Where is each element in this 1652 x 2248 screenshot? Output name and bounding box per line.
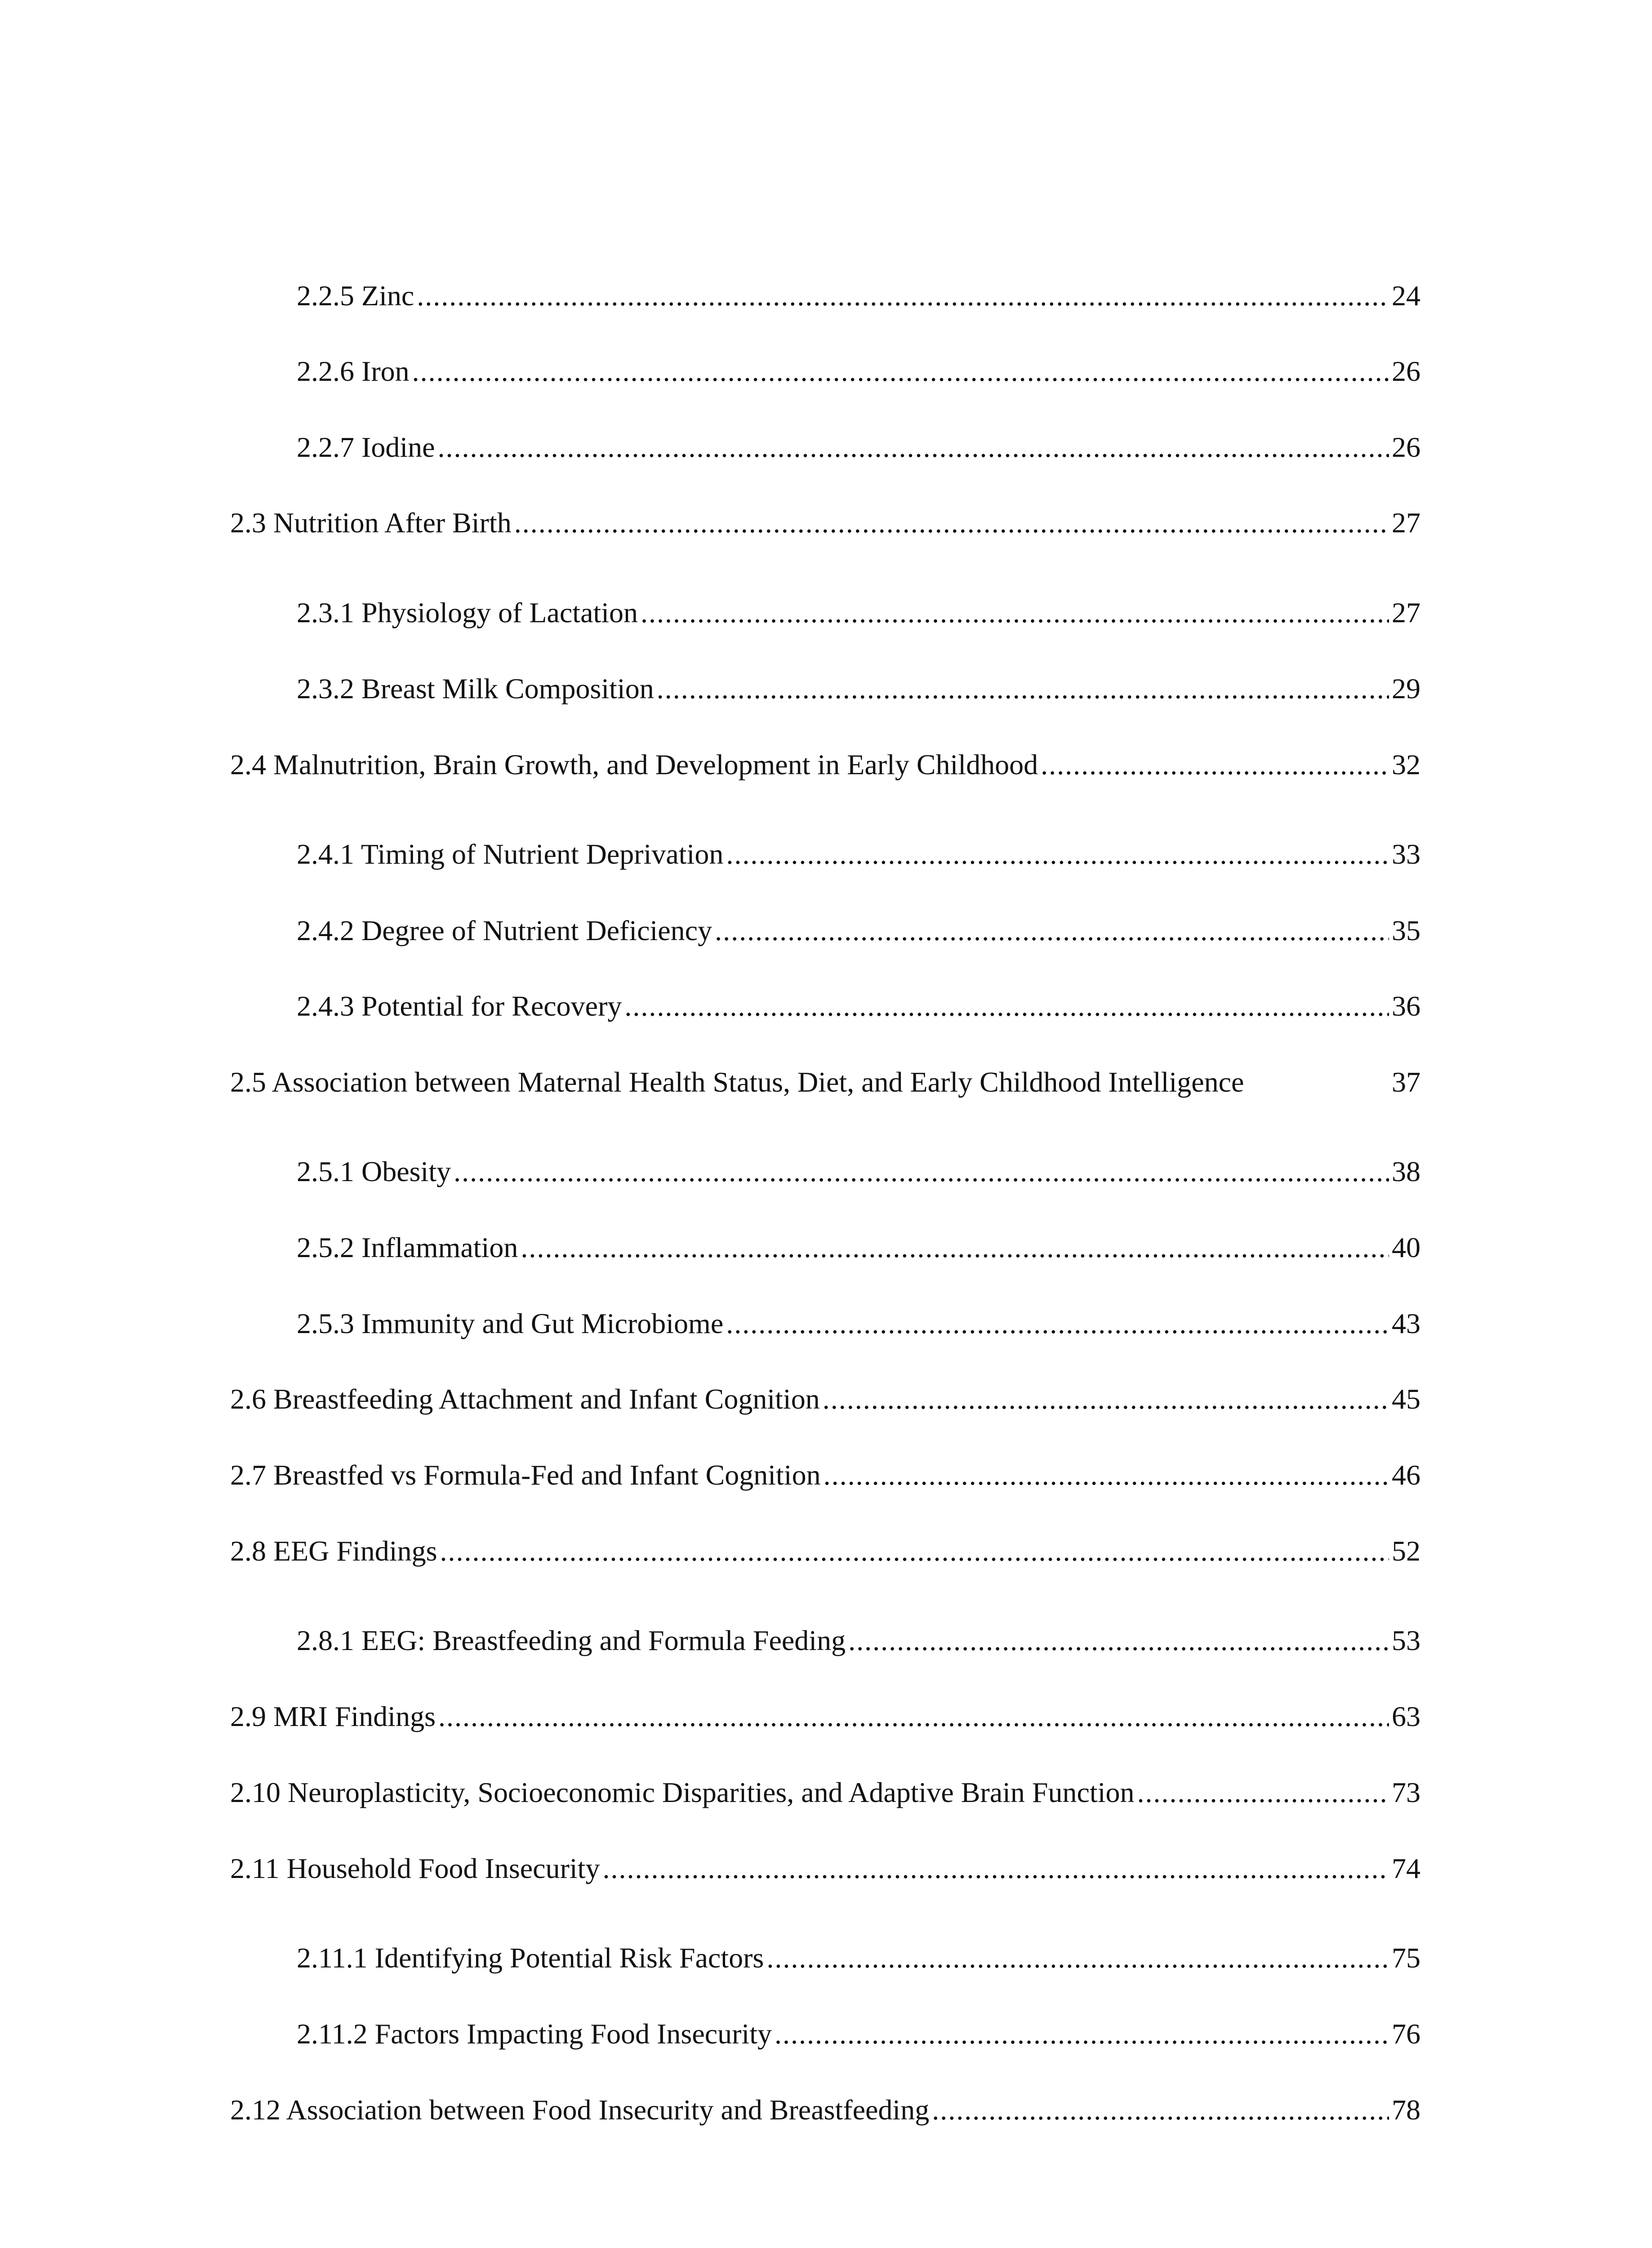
toc-entry[interactable] <box>230 2087 1420 2132</box>
dot-leader <box>641 590 1389 635</box>
toc-entry[interactable] <box>230 1529 1420 1574</box>
dot-leader <box>823 1377 1389 1422</box>
toc-entry-page: 26 <box>1392 431 1420 463</box>
toc-entry-page: 40 <box>1392 1231 1420 1263</box>
toc-entry-page: 53 <box>1392 1624 1420 1656</box>
dot-leader <box>848 1618 1389 1663</box>
toc-entry[interactable] <box>230 742 1420 787</box>
toc-entry-title: 2.5 Association between Maternal Health Status, Diet, and Early Childhood Intelligence <box>230 1066 1244 1098</box>
toc-entry[interactable] <box>230 1377 1420 1422</box>
toc-entry[interactable] <box>230 1453 1420 1498</box>
toc-entry-page: 35 <box>1392 914 1420 946</box>
dot-leader <box>412 349 1389 394</box>
toc-entry-title: 2.8.1 EEG: Breastfeeding and Formula Feeding <box>297 1624 846 1656</box>
toc-entry-title: 2.2.6 Iron <box>297 355 410 387</box>
toc-entry-title: 2.11.2 Factors Impacting Food Insecurity <box>297 2018 772 2050</box>
toc-entry[interactable] <box>297 908 1420 953</box>
toc-entry-title: 2.4 Malnutrition, Brain Growth, and Development in Early Childhood <box>230 749 1038 781</box>
toc-entry-title: 2.3.2 Breast Milk Composition <box>297 673 654 705</box>
toc-entry-page: 27 <box>1392 507 1420 539</box>
toc-entry-page: 63 <box>1392 1700 1420 1732</box>
toc-entry-page: 43 <box>1392 1307 1420 1339</box>
toc-entry-title: 2.4.1 Timing of Nutrient Deprivation <box>297 838 724 870</box>
toc-entry-page: 26 <box>1392 355 1420 387</box>
toc-entry[interactable] <box>297 1936 1420 1980</box>
toc-entry-page: 73 <box>1392 1776 1420 1808</box>
toc-entry-title: 2.11.1 Identifying Potential Risk Factors <box>297 1942 764 1974</box>
toc-entry-page: 36 <box>1392 990 1420 1022</box>
toc-entry-title: 2.12 Association between Food Insecurity and Breastfeeding <box>230 2094 930 2126</box>
toc-entry[interactable] <box>230 1846 1420 1891</box>
toc-entry[interactable] <box>297 1301 1420 1346</box>
toc-entry-title: 2.10 Neuroplasticity, Socioeconomic Disparities, and Adaptive Brain Function <box>230 1776 1135 1808</box>
dot-leader <box>1137 1770 1389 1815</box>
toc-entry-page: 74 <box>1392 1852 1420 1884</box>
toc-entry-page: 38 <box>1392 1155 1420 1187</box>
toc-entry-page: 27 <box>1392 597 1420 629</box>
toc-entry[interactable] <box>230 500 1420 545</box>
toc-entry[interactable] <box>230 1770 1420 1815</box>
dot-leader <box>438 1694 1389 1739</box>
toc-entry-title: 2.8 EEG Findings <box>230 1535 437 1567</box>
toc-entry[interactable] <box>297 590 1420 635</box>
dot-leader <box>417 273 1389 318</box>
toc-entry-title: 2.4.3 Potential for Recovery <box>297 990 622 1022</box>
dot-leader <box>824 1453 1389 1498</box>
dot-leader <box>624 984 1389 1029</box>
toc-entry-title: 2.6 Breastfeeding Attachment and Infant Cognition <box>230 1383 820 1415</box>
toc-entry-page: 75 <box>1392 1942 1420 1974</box>
toc-entry-title: 2.11 Household Food Insecurity <box>230 1852 600 1884</box>
toc-entry[interactable] <box>297 666 1420 711</box>
dot-leader <box>726 1301 1389 1346</box>
toc-entry-page: 76 <box>1392 2018 1420 2050</box>
toc-entry-title: 2.5.1 Obesity <box>297 1155 451 1187</box>
dot-leader <box>657 666 1389 711</box>
toc-entry-title: 2.2.5 Zinc <box>297 280 414 312</box>
toc-entry-page: 78 <box>1392 2094 1420 2126</box>
toc-entry[interactable] <box>297 984 1420 1029</box>
toc-entry[interactable] <box>297 1149 1420 1194</box>
dot-leader <box>775 2012 1389 2056</box>
dot-leader <box>932 2087 1389 2132</box>
dot-leader <box>1041 742 1389 787</box>
toc-entry[interactable] <box>297 425 1420 470</box>
dot-leader <box>715 908 1389 953</box>
toc-entry-page: 33 <box>1392 838 1420 870</box>
dot-leader <box>602 1846 1389 1891</box>
dot-leader <box>454 1149 1389 1194</box>
dot-leader <box>440 1529 1389 1574</box>
toc-entry[interactable] <box>297 273 1420 318</box>
toc-entry-page: 24 <box>1392 280 1420 312</box>
toc-entry-page: 45 <box>1392 1383 1420 1415</box>
toc-entry-page: 52 <box>1392 1535 1420 1567</box>
toc-entry-title: 2.5.3 Immunity and Gut Microbiome <box>297 1307 724 1339</box>
toc-entry-title: 2.3 Nutrition After Birth <box>230 507 512 539</box>
dot-leader <box>766 1936 1389 1980</box>
toc-entry-page: 46 <box>1392 1459 1420 1491</box>
toc-entry-page: 29 <box>1392 673 1420 705</box>
toc-entry-title: 2.9 MRI Findings <box>230 1700 436 1732</box>
toc-entry-page: 37 <box>1392 1066 1420 1098</box>
toc-entry[interactable] <box>297 1225 1420 1270</box>
toc-entry-title: 2.3.1 Physiology of Lactation <box>297 597 638 629</box>
dot-leader <box>726 832 1389 877</box>
toc-entry-title: 2.4.2 Degree of Nutrient Deficiency <box>297 914 712 946</box>
toc-entry[interactable] <box>297 832 1420 877</box>
toc-entry-title: 2.2.7 Iodine <box>297 431 435 463</box>
toc-entry[interactable] <box>297 2012 1420 2056</box>
dot-leader <box>438 425 1389 470</box>
toc-entry[interactable] <box>230 1060 1420 1105</box>
toc-entry-page: 32 <box>1392 749 1420 781</box>
toc-entry-title: 2.7 Breastfed vs Formula-Fed and Infant Cognition <box>230 1459 821 1491</box>
toc-entry-title: 2.5.2 Inflammation <box>297 1231 518 1263</box>
dot-leader <box>521 1225 1389 1270</box>
toc-entry[interactable] <box>297 349 1420 394</box>
toc-entry[interactable] <box>297 1618 1420 1663</box>
toc-entry[interactable] <box>230 1694 1420 1739</box>
dot-leader <box>514 500 1389 545</box>
